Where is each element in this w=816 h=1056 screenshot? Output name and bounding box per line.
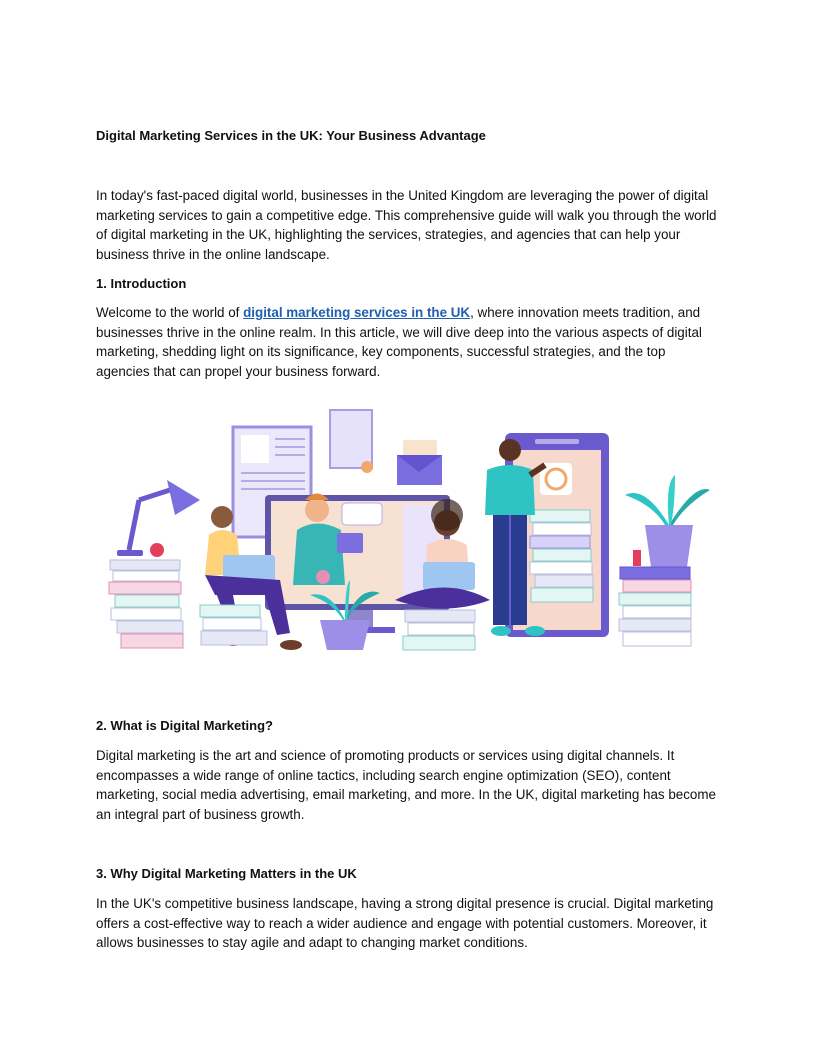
book-stack-center xyxy=(403,610,475,650)
cup-icon xyxy=(633,550,641,566)
introduction-text-end: , where innovation meets tradition, and businesses thrive in the online realm. In this article, we will dive deep into the various aspects of digital marketing, shedding light on its significance, key components, successful strategies, and the top agencies that can propel your business forward. xyxy=(96,305,702,379)
board-image xyxy=(241,435,269,463)
introduction-text-start: Welcome to the world of xyxy=(96,305,244,320)
introduction-paragraph xyxy=(96,303,722,381)
chat-bubble-icon xyxy=(342,503,382,525)
what-is-paragraph: Digital marketing is the art and science of promoting products or services using digital channels. It encompasses a wide range of online tactics, including search engine optimization (SEO), content marketing, social media advertising, email marketing, and more. In the UK, digital marketing has become an integral part of business growth. xyxy=(96,748,716,822)
section-heading-what-is: 2. What is Digital Marketing? xyxy=(96,718,273,733)
book-stack-left xyxy=(109,560,183,648)
certificate-icon xyxy=(330,410,372,468)
section-heading-why-matters: 3. Why Digital Marketing Matters in the UK xyxy=(96,866,357,881)
email-envelope-icon xyxy=(397,440,442,485)
book-stack-right xyxy=(619,567,691,646)
intro-paragraph: In today's fast-paced digital world, businesses in the United Kingdom are leveraging the power of digital marketing services to gain a competitive edge. This comprehensive guide will walk you through the world of digital marketing in the UK, highlighting the services, strategies, and agencies that can help your business thrive in the online landscape. xyxy=(96,188,717,262)
book-stack-seat xyxy=(200,605,267,645)
digital-marketing-uk-link[interactable]: digital marketing services in the UK xyxy=(243,305,471,320)
digital-marketing-illustration xyxy=(105,405,715,660)
why-matters-paragraph: In the UK's competitive business landscape, having a strong digital presence is crucial. Digital marketing offers a cost-effective way to reach a wider audience and engage with potential customers. Moreover, it allows businesses to stay agile and adapt to changing market conditions. xyxy=(96,896,714,951)
section-heading-introduction: 1. Introduction xyxy=(96,276,187,291)
book-stack-phone xyxy=(530,510,593,602)
award-seal-icon xyxy=(361,461,373,473)
apple-icon xyxy=(150,543,164,557)
document-title: Digital Marketing Services in the UK: Your Business Advantage xyxy=(96,128,486,143)
